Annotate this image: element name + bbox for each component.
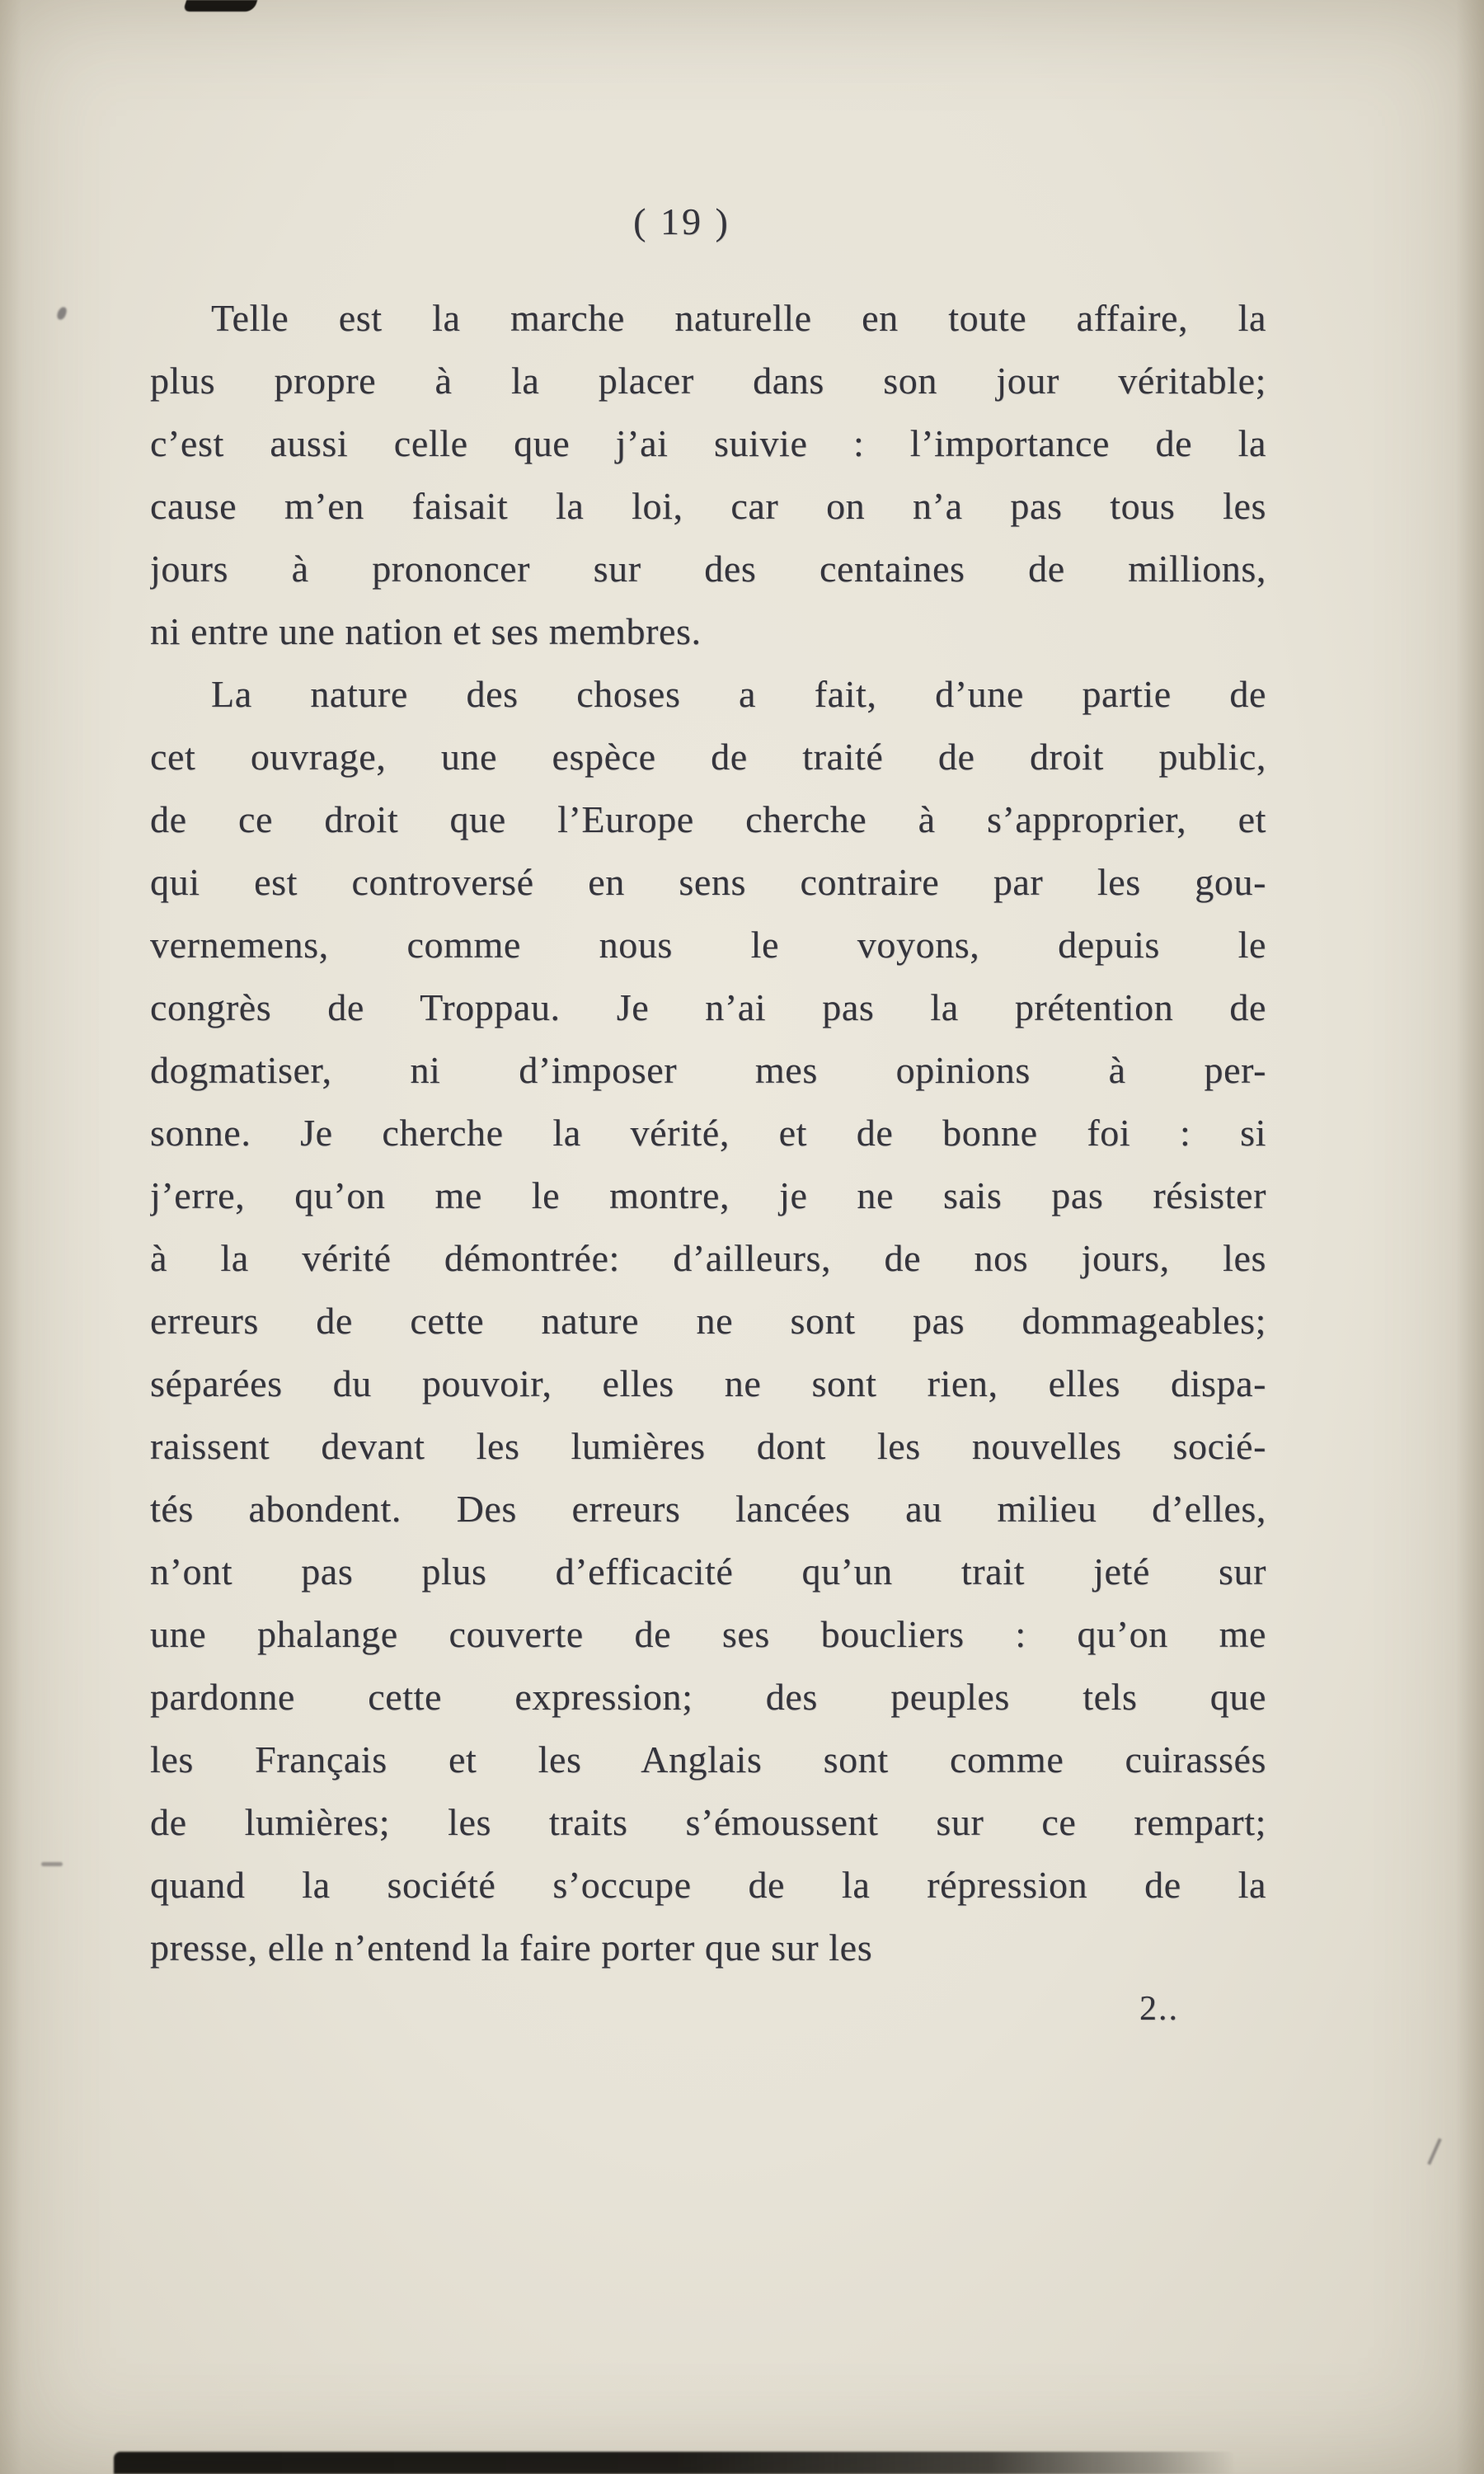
text-line: c’est aussi celle que j’ai suivie : l’importance de la	[150, 422, 1266, 464]
page-edge-shadow-left	[0, 0, 21, 2474]
text-line: congrès de Troppau. Je n’ai pas la prétention de	[150, 986, 1266, 1028]
scan-speck	[56, 306, 68, 321]
text-line: qui est controversé en sens contraire par les gou-	[150, 861, 1266, 903]
text-line: une phalange couverte de ses boucliers : qu’on me	[150, 1613, 1266, 1655]
page-number-header: ( 19 )	[633, 200, 730, 242]
text-line: cet ouvrage, une espèce de traité de droit public,	[150, 736, 1266, 778]
text-line: La nature des choses a fait, d’une partie de	[211, 673, 1266, 715]
paragraph-2	[150, 663, 1266, 1979]
text-line: pardonne cette expression; des peuples tels que	[150, 1676, 1266, 1718]
text-line: séparées du pouvoir, elles ne sont rien, elles dispa-	[150, 1362, 1266, 1404]
scan-speck	[1427, 2138, 1441, 2166]
paragraph-1	[150, 287, 1266, 663]
text-line: j’erre, qu’on me le montre, je ne sais pas résister	[150, 1174, 1266, 1216]
text-line: de ce droit que l’Europe cherche à s’approprier, et	[150, 798, 1266, 840]
text-line: sonne. Je cherche la vérité, et de bonne foi : si	[150, 1112, 1266, 1154]
text-line: vernemens, comme nous le voyons, depuis le	[150, 924, 1266, 966]
text-line: à la vérité démontrée: d’ailleurs, de nos jours, les	[150, 1237, 1266, 1279]
text-line: raissent devant les lumières dont les nouvelles socié-	[150, 1425, 1266, 1467]
text-line: plus propre à la placer dans son jour véritable;	[150, 360, 1266, 402]
text-line: erreurs de cette nature ne sont pas dommageables;	[150, 1300, 1266, 1342]
text-line: jours à prononcer sur des centaines de millions,	[150, 548, 1266, 590]
text-line: Telle est la marche naturelle en toute affaire, la	[211, 297, 1266, 339]
scan-speck	[41, 1862, 63, 1866]
text-line: n’ont pas plus d’efficacité qu’un trait jeté sur	[150, 1550, 1266, 1592]
text-line: cause m’en faisait la loi, car on n’a pas tous les	[150, 485, 1266, 527]
text-line: dogmatiser, ni d’imposer mes opinions à per-	[150, 1049, 1266, 1091]
text-line: ni entre une nation et ses membres.	[150, 610, 702, 652]
signature-mark: 2..	[1139, 1990, 1179, 2028]
page-body	[150, 287, 1266, 1979]
text-line: les Français et les Anglais sont comme cuirassés	[150, 1738, 1266, 1780]
text-line: de lumières; les traits s’émoussent sur ce rempart;	[150, 1801, 1266, 1843]
text-line: presse, elle n’entend la faire porter que sur les	[150, 1926, 873, 1968]
scan-artifact-bottom	[114, 2452, 1235, 2474]
page-edge-shadow-right	[1456, 0, 1484, 2474]
scan-artifact-top	[183, 0, 258, 12]
text-line: quand la société s’occupe de la répression de la	[150, 1864, 1266, 1906]
text-line: tés abondent. Des erreurs lancées au milieu d’elles,	[150, 1488, 1266, 1530]
